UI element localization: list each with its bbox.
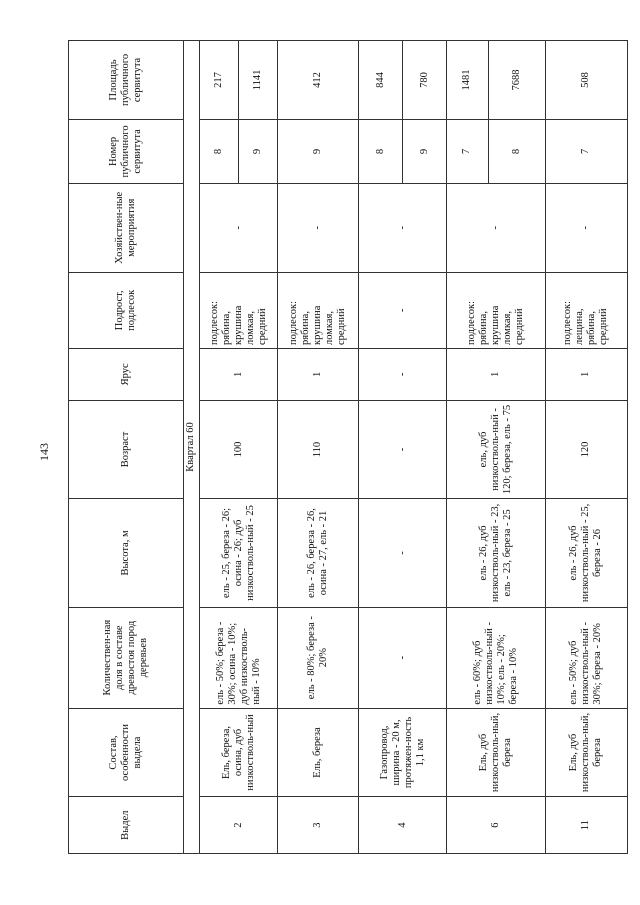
cell-vysota: ель - 26, дуб низкостволь-ный - 23, ель - 23, береза - 25 [446,499,545,607]
cell-yarus: 1 [199,349,278,401]
header-meropriyatiya: Хозяйствен-ные мероприятия [69,183,184,272]
cell-podrost: подлесок: рябина, крушина ломкая, средний [199,272,278,348]
cell-vysota: ель - 25, береза - 26; осина - 26; дуб низкостволь-ный - 25 [199,499,278,607]
cell-nomer-servituta: 7 [446,119,488,183]
cell-nomer-servituta: 8 [359,119,403,183]
header-dolya: Количествен-ная доля в составе древостоя пород деревьев [69,607,184,708]
cell-vozrast: 110 [278,400,359,499]
cell-dolya: ель - 50%; береза - 30%; осина - 10%; дуб низкостволь-ный - 10% [199,607,278,708]
cell-sostav: Газопровод, ширина - 20 м, протяжен-ность 1,1 км [359,708,447,797]
section-row [184,41,200,854]
header-sostav: Состав, особенности выдела [69,708,184,797]
section-title: Квартал 60 [184,41,200,854]
cell-meropriyatiya: - [278,183,359,272]
table-row [278,41,359,854]
cell-meropriyatiya: - [199,183,278,272]
cell-vysota: - [359,499,447,607]
cell-dolya: ель - 60%; дуб низкостволь-ный - 10%; ель - 20%; береза - 10% [446,607,545,708]
cell-dolya: - [359,607,447,708]
table-row [199,41,238,854]
cell-vydel: 11 [545,797,627,854]
cell-sostav: Ель, береза, осина, дуб низкостволь-ный [199,708,278,797]
cell-podrost: подлесок: лещина, рябина, средний [545,272,627,348]
cell-vysota: ель - 26, дуб низкостволь-ный - 25, береза - 26 [545,499,627,607]
cell-vydel: 4 [359,797,447,854]
cell-ploshad-servituta: 1481 [446,41,488,120]
page-number: 143 [37,443,51,461]
cell-yarus: 1 [278,349,359,401]
cell-ploshad-servituta: 217 [199,41,238,120]
table-row [359,41,403,854]
forest-servitude-table [68,40,628,854]
cell-meropriyatiya: - [545,183,627,272]
cell-nomer-servituta: 8 [199,119,238,183]
cell-meropriyatiya: - [359,183,447,272]
cell-vozrast: 120 [545,400,627,499]
cell-ploshad-servituta: 412 [278,41,359,120]
cell-meropriyatiya: - [446,183,545,272]
cell-vozrast: 100 [199,400,278,499]
table-row [446,41,488,854]
cell-dolya: ель - 50%; дуб низкостволь-ный - 30%; береза - 20% [545,607,627,708]
cell-dolya: ель - 80%; береза - 20% [278,607,359,708]
cell-sostav: Ель, дуб низкостволь-ный, береза [446,708,545,797]
cell-ploshad-servituta: 1141 [239,41,278,120]
header-vysota: Высота, м [69,499,184,607]
cell-yarus: 1 [446,349,545,401]
header-nomer-servituta: Номер публичного сервитута [69,119,184,183]
cell-yarus: - [359,349,447,401]
cell-vozrast: ель, дуб низкостволь-ный - 120; береза, ель - 75 [446,400,545,499]
cell-nomer-servituta: 7 [545,119,627,183]
cell-podrost: подлесок: рябина, крушина ломкая, средний [278,272,359,348]
cell-nomer-servituta: 9 [403,119,447,183]
cell-vydel: 2 [199,797,278,854]
cell-vozrast: - [359,400,447,499]
cell-ploshad-servituta: 7688 [488,41,545,120]
table-row [545,41,627,854]
cell-ploshad-servituta: 844 [359,41,403,120]
header-vydel: Выдел [69,797,184,854]
cell-vydel: 6 [446,797,545,854]
cell-yarus: 1 [545,349,627,401]
cell-podrost: - [359,272,447,348]
header-row [69,41,184,854]
header-podrost: Подрост, подлесок [69,272,184,348]
cell-vysota: ель - 26, береза - 26, осина - 27, ель - 21 [278,499,359,607]
header-yarus: Ярус [69,349,184,401]
cell-nomer-servituta: 9 [278,119,359,183]
cell-sostav: Ель, береза [278,708,359,797]
cell-nomer-servituta: 8 [488,119,545,183]
header-vozrast: Возраст [69,400,184,499]
cell-ploshad-servituta: 508 [545,41,627,120]
cell-nomer-servituta: 9 [239,119,278,183]
cell-ploshad-servituta: 780 [403,41,447,120]
header-ploshad-servituta: Площадь публичного сервитута [69,41,184,120]
cell-vydel: 3 [278,797,359,854]
cell-podrost: подлесок: рябина, крушина ломкая, средний [446,272,545,348]
cell-sostav: Ель, дуб низкостволь-ный, береза [545,708,627,797]
